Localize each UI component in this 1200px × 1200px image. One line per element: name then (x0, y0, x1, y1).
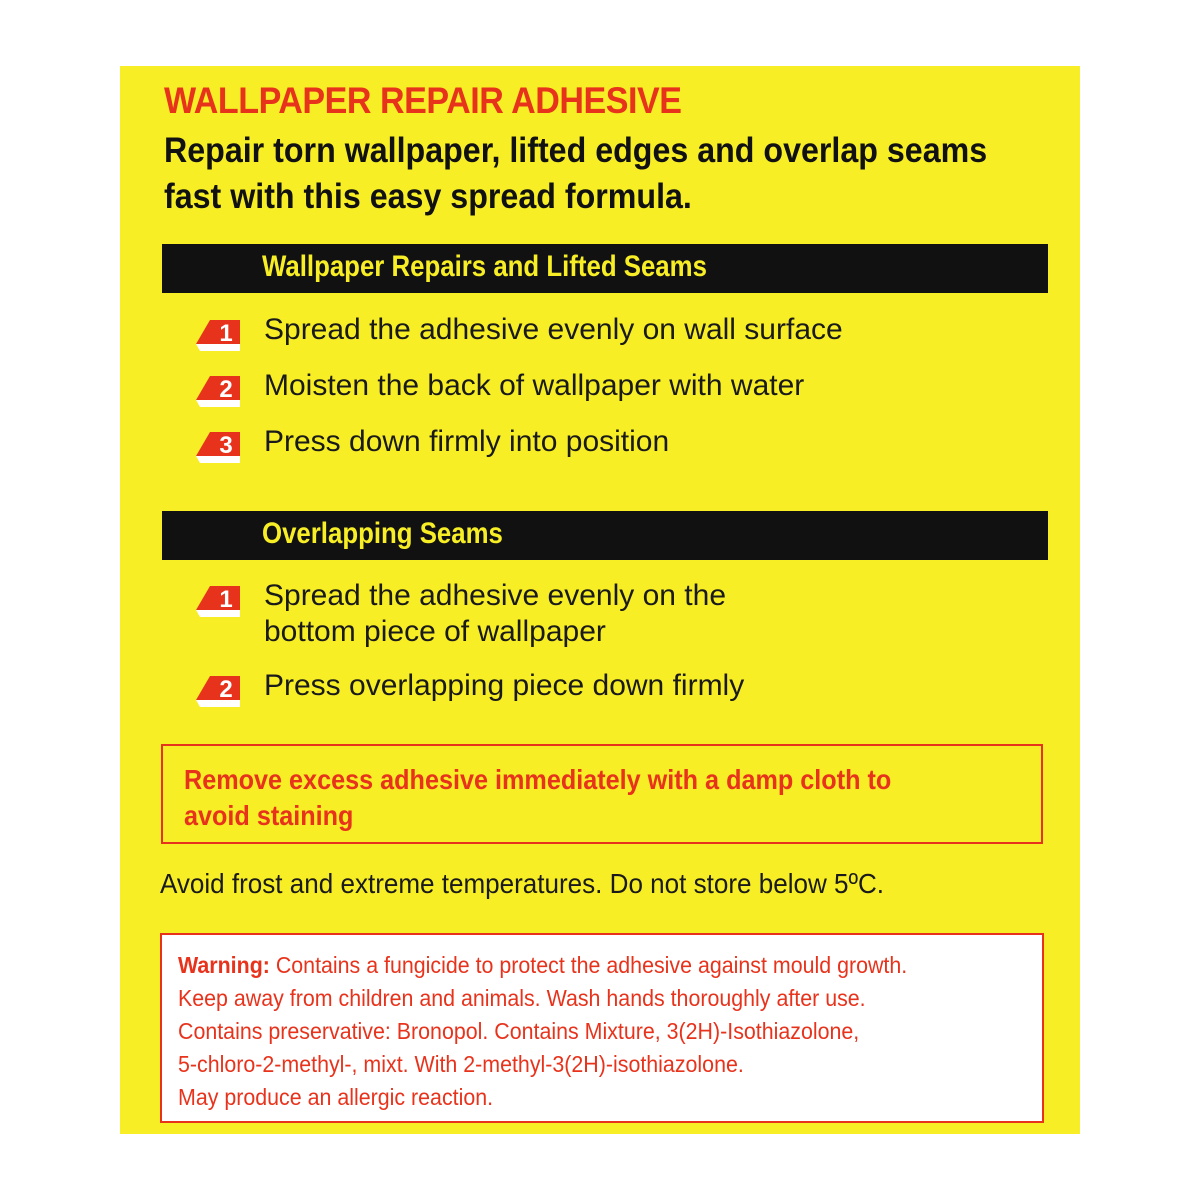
notice-line-2: avoid staining (184, 800, 354, 831)
warning-text (178, 949, 1015, 1114)
product-title: WALLPAPER REPAIR ADHESIVE (164, 80, 682, 121)
step-text: Press down firmly into position (264, 425, 670, 458)
step-number: 1 (219, 586, 233, 613)
section-heading-overlapping: Overlapping Seams (262, 517, 503, 550)
notice-line-1: Remove excess adhesive immediately with a damp cloth to (184, 764, 892, 795)
section-heading-repairs: Wallpaper Repairs and Lifted Seams (262, 250, 707, 283)
step-number: 3 (219, 432, 233, 459)
step-text-line-1: Spread the adhesive evenly on the (264, 579, 726, 612)
step-number: 2 (219, 676, 233, 703)
product-subtitle (164, 128, 1047, 220)
warning-line-5: May produce an allergic reaction. (178, 1084, 494, 1110)
cleanup-notice-text (184, 762, 976, 834)
warning-line-1-text: Contains a fungicide to protect the adhesive against mould growth. (269, 952, 908, 978)
warning-line-1 (178, 949, 1015, 982)
warning-line-4: 5-chloro-2-methyl-, mixt. With 2-methyl-3(2H)-isothiazolone. (178, 1051, 744, 1077)
warning-line-2: Keep away from children and animals. Wash hands thoroughly after use. (178, 985, 866, 1011)
section-heading-bar-repairs (162, 244, 1048, 293)
step-text: Press overlapping piece down firmly (264, 669, 745, 702)
warning-label: Warning: (178, 952, 270, 978)
step-text-line-2: bottom piece of wallpaper (264, 615, 606, 648)
step-number-2-badge-icon (192, 674, 242, 708)
step-number-3-badge-icon (192, 430, 242, 464)
step-text: Moisten the back of wallpaper with water (264, 369, 805, 402)
subtitle-line-1: Repair torn wallpaper, lifted edges and overlap seams (164, 131, 988, 170)
step-number: 2 (219, 376, 233, 403)
storage-instructions: Avoid frost and extreme temperatures. Do not store below 5ºC. (160, 868, 885, 899)
warning-box (160, 933, 1044, 1123)
step-text: Spread the adhesive evenly on wall surface (264, 313, 843, 346)
step-number-1-badge-icon (192, 318, 242, 352)
warning-line-3: Contains preservative: Bronopol. Contains Mixture, 3(2H)-Isothiazolone, (178, 1018, 860, 1044)
subtitle-line-2: fast with this easy spread formula. (164, 177, 692, 216)
cleanup-notice (161, 744, 1043, 844)
section-heading-bar-overlapping (162, 511, 1048, 560)
step-number-1-badge-icon (192, 584, 242, 618)
step-text (264, 578, 884, 650)
step-number: 1 (219, 320, 233, 347)
step-number-2-badge-icon (192, 374, 242, 408)
